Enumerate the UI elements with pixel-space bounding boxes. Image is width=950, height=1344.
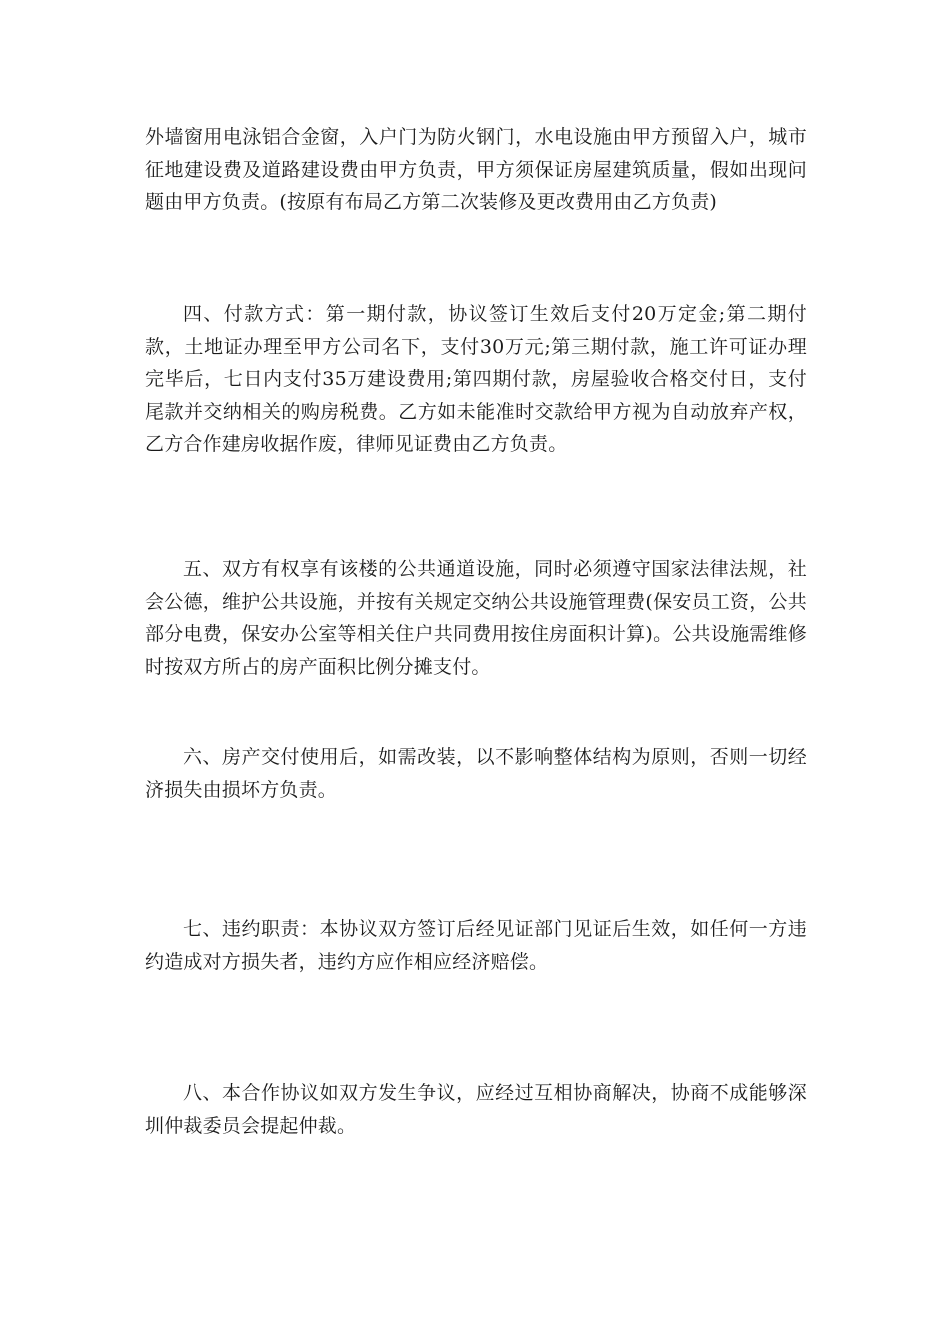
paragraph-construction-terms: 外墙窗用电泳铝合金窗，入户门为防火钢门，水电设施由甲方预留入户，城市征地建设费及道路建设费由甲方负责，甲方须保证房屋建筑质量，假如出现问题由甲方负责。(按原有布局乙方第二次装修及更改费用由乙方负责) [145,126,807,213]
paragraph-dispute-resolution: 八、本合作协议如双方发生争议，应经过互相协商解决，协商不成能够深圳仲裁委员会提起仲裁。 [145,1082,807,1137]
paragraph-payment-method: 四、付款方式：第一期付款，协议签订生效后支付20万定金;第二期付款，土地证办理至甲方公司名下，支付30万元;第三期付款，施工许可证办理完毕后，七日内支付35万建设费用;第四期付款，房屋验收合格交付日，支付尾款并交纳相关的购房税费。乙方如未能准时交款给甲方视为自动放弃产权，乙方合作建房收据作废，律师见证费由乙方负责。 [145,303,807,455]
paragraph-public-facilities: 五、双方有权享有该楼的公共通道设施，同时必须遵守国家法律法规，社会公德，维护公共设施，并按有关规定交纳公共设施管理费(保安员工资，公共部分电费，保安办公室等相关住户共同费用按住房面积计算)。公共设施需维修时按双方所占的房产面积比例分摊支付。 [145,558,807,678]
paragraph-renovation: 六、房产交付使用后，如需改装，以不影响整体结构为原则，否则一切经济损失由损坏方负责。 [145,746,807,801]
paragraph-breach-liability: 七、违约职责：本协议双方签订后经见证部门见证后生效，如任何一方违约造成对方损失者，违约方应作相应经济赔偿。 [145,918,807,973]
